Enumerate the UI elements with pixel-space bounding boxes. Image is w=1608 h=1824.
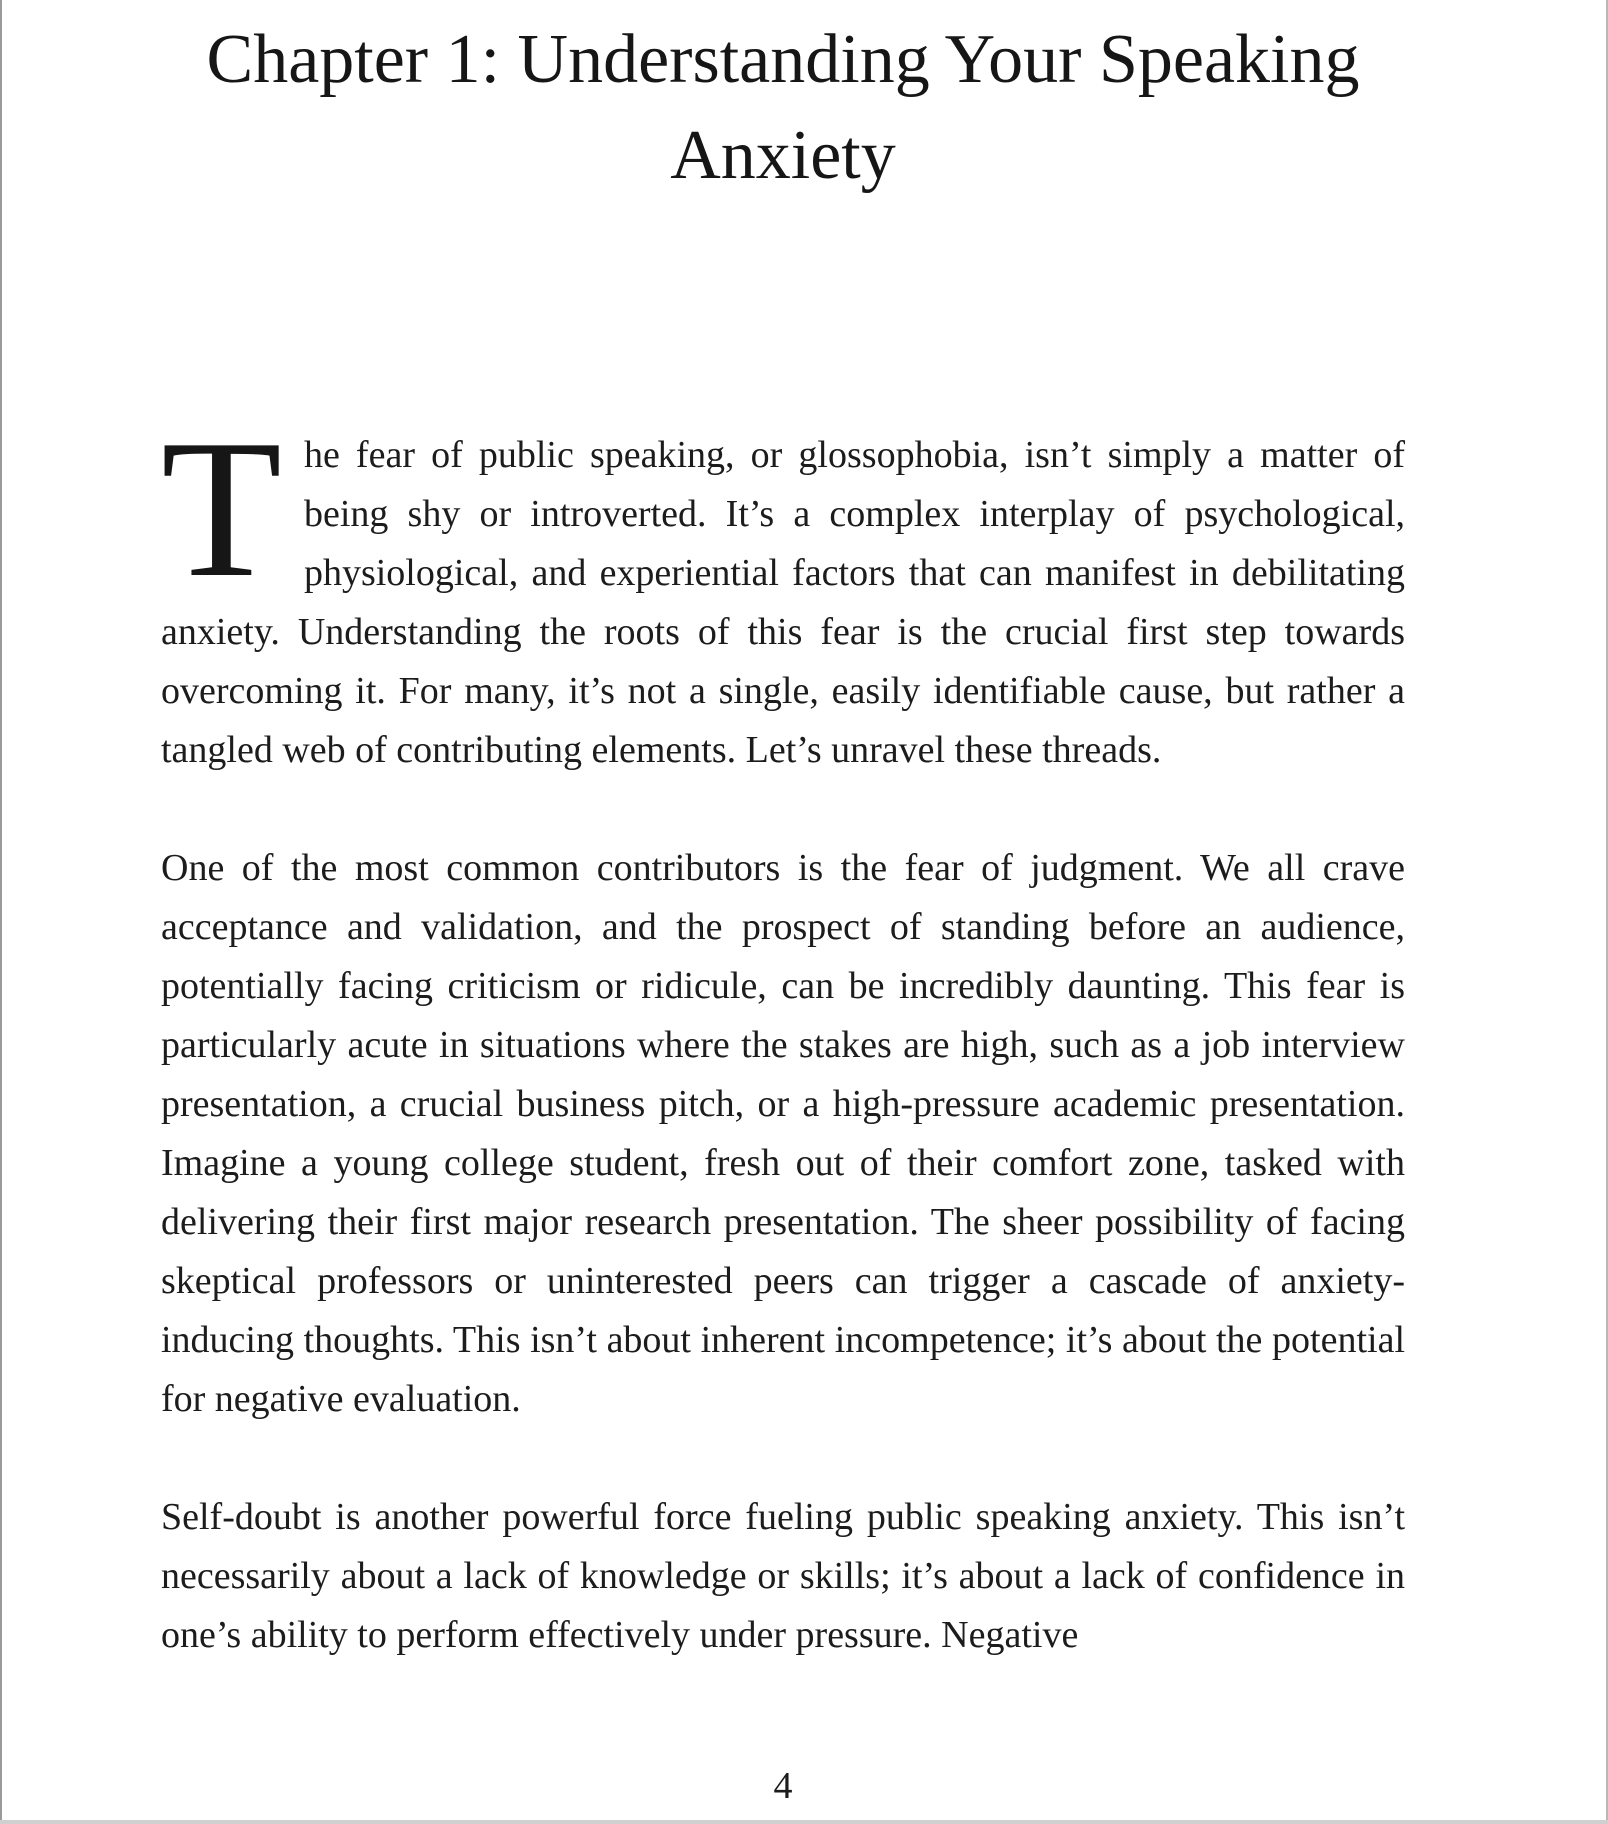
paragraph-3: Self-doubt is another powerful force fueling public speaking anxiety. This isn’t necessarily about a lack of knowledge or skills; it’s about a lack of confidence in one’s ability to perform effectively under pressure. Negative	[161, 1496, 1405, 1656]
page-number: 4	[773, 1765, 793, 1807]
page-edge-left	[0, 0, 2, 1824]
book-page	[161, 0, 1405, 1824]
chapter-body	[161, 399, 1405, 1724]
paragraph-1-text: he fear of public speaking, or glossophobia, isn’t simply a matter of being shy or introverted. It’s a complex interplay of psychological, physiological, and experiential factors that can manifest in debilitating anxiety. Understanding the roots of this fear is the crucial first step towards overcoming it. For many, it’s not a single, easily identifiable cause, but rather a tangled web of contributing elements. Let’s unravel these threads.	[161, 434, 1405, 771]
drop-cap: T	[161, 399, 282, 618]
paragraph-2: One of the most common contributors is the fear of judgment. We all crave acceptance and validation, and the prospect of standing before an audience, potentially facing criticism or ridicule, can be incredibly daunting. This fear is particularly acute in situations where the stakes are high, such as a job interview presentation, a crucial business pitch, or a high-pressure academic presentation. Imagine a young college student, fresh out of their comfort zone, tasked with delivering their first major research presentation. The sheer possibility of facing skeptical professors or uninterested peers can trigger a cascade of anxiety-inducing thoughts. This isn’t about inherent incompetence; it’s about the potential for negative evaluation.	[161, 847, 1405, 1420]
chapter-title: Chapter 1: Understanding Your Speaking Anxiety	[206, 21, 1360, 194]
paragraph-1	[161, 399, 1405, 780]
